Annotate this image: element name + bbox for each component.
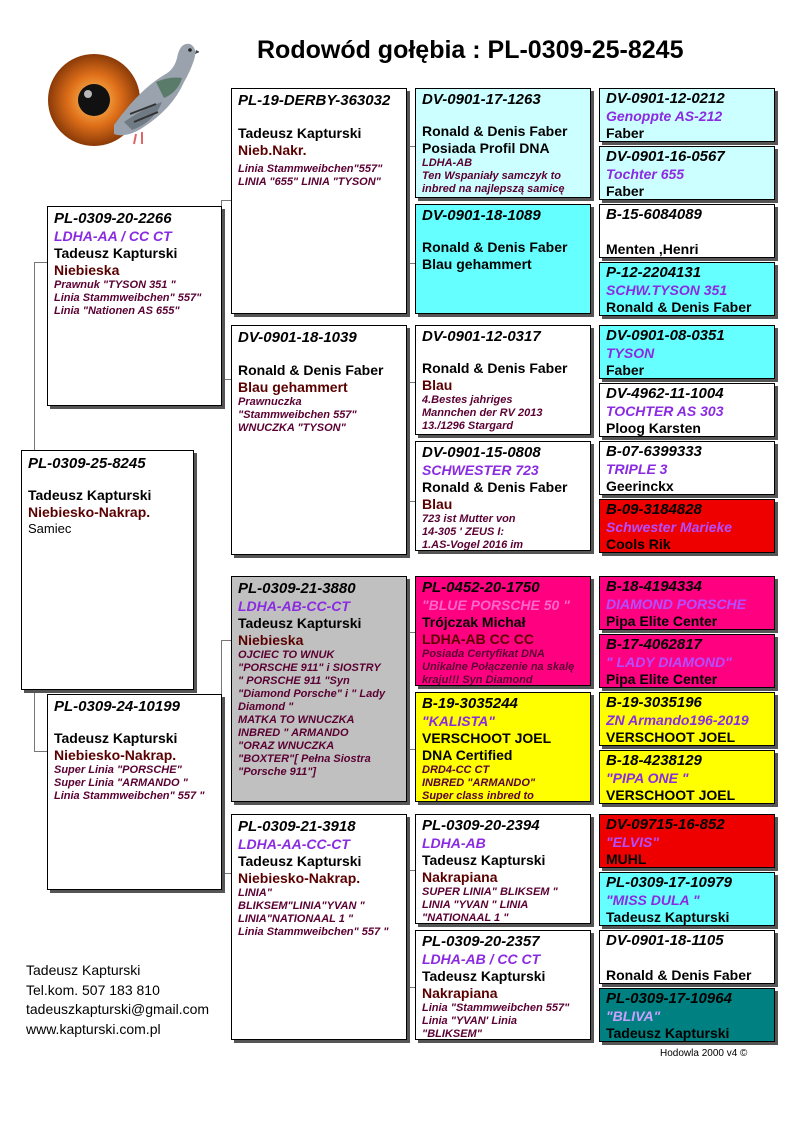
ring-number: PL-0309-21-3880 [238, 580, 356, 597]
great-great-grandparent-card[interactable] [599, 325, 775, 379]
bird-name: TYSON [606, 345, 655, 361]
ring-number: DV-0901-18-1089 [422, 207, 541, 224]
mother-ring: PL-0309-24-10199 [54, 698, 180, 715]
color: Nakrapiana [422, 869, 498, 885]
note: Linia "Stammweibchen 557" [422, 1002, 570, 1014]
contact-block [26, 961, 209, 1039]
great-grandparent-card[interactable] [415, 88, 591, 198]
note: Unikalne Połączenie na skalę [422, 661, 575, 673]
note: INBRED " ARMANDO [238, 727, 349, 739]
owner: Ronald & Denis Faber [422, 239, 568, 255]
owner: Cools Rik [606, 536, 671, 552]
color: Nakrapiana [422, 985, 498, 1001]
owner: Tadeusz Kapturski [422, 968, 546, 984]
note: Linia Stammweibchen"557" [238, 163, 383, 175]
bird-name: LDHA-AB / CC CT [422, 951, 541, 967]
great-great-grandparent-card[interactable] [599, 692, 775, 746]
grandsire-paternal-card[interactable] [231, 88, 407, 314]
bird-name: " LADY DIAMOND" [606, 654, 732, 670]
subject-owner: Tadeusz Kapturski [28, 487, 152, 503]
great-great-grandparent-card[interactable] [599, 499, 775, 553]
note: BLIKSEM"LINIA"YVAN " [238, 900, 365, 912]
note: "NATIONAAL 1 " [422, 912, 509, 924]
ring-number: DV-0901-16-0567 [606, 148, 725, 165]
bird-name: "BLIVA" [606, 1008, 661, 1024]
father-name: LDHA-AA / CC CT [54, 228, 172, 244]
subject-card[interactable] [21, 450, 194, 690]
great-great-grandparent-card[interactable] [599, 576, 775, 630]
father-color: Niebieska [54, 262, 120, 278]
mother-owner: Tadeusz Kapturski [54, 730, 178, 746]
phone-number: Tel.kom. 507 183 810 [26, 981, 160, 998]
ring-number: PL-0309-20-2357 [422, 933, 540, 950]
great-great-grandparent-card[interactable] [599, 930, 775, 984]
owner: VERSCHOOT JOEL [606, 787, 736, 803]
owner: Faber [606, 183, 645, 199]
ring-number: PL-0309-21-3918 [238, 818, 356, 835]
note: "BLIKSEM" [422, 1028, 482, 1040]
pigeon-logo [44, 30, 199, 158]
bird-name: SCHW.TYSON 351 [606, 282, 728, 298]
ring-number: B-07-6399333 [606, 443, 702, 460]
owner: Menten ,Henri [606, 241, 699, 257]
great-grandparent-card[interactable] [415, 441, 591, 551]
ring-number: DV-0901-17-1263 [422, 91, 541, 108]
color: Niebieska [238, 632, 304, 648]
note: "Porsche 911"] [238, 766, 317, 778]
note: Super class inbred to [422, 790, 534, 802]
bird-name: Genoppte AS-212 [606, 108, 723, 124]
color: Niebiesko-Nakrap. [238, 870, 361, 886]
owner: VERSCHOOT JOEL [606, 729, 736, 745]
subject-sex: Samiec [28, 521, 72, 536]
ring-number: DV-0901-12-0212 [606, 90, 725, 107]
ring-number: B-19-3035196 [606, 694, 702, 711]
page-title: Rodowód gołębia : PL-0309-25-8245 [257, 36, 684, 64]
father-note: Linia Stammweibchen" 557" [54, 292, 202, 304]
note: LINIA"NATIONAAL 1 " [238, 913, 354, 925]
owner: Ronald & Denis Faber [606, 299, 752, 315]
owner: Pipa Elite Center [606, 671, 718, 687]
note: Diamond " [238, 701, 294, 713]
note: " PORSCHE 911 "Syn [238, 675, 350, 687]
bird-name: TRIPLE 3 [606, 461, 668, 477]
mother-card[interactable] [47, 694, 222, 890]
note: "PORSCHE 911" i SIOSTRY [238, 662, 381, 674]
color: Blau gehammert [422, 256, 532, 272]
note: INBRED "ARMANDO" [422, 777, 536, 789]
great-grandparent-card[interactable] [415, 576, 591, 686]
note: Mannchen der RV 2013 [422, 407, 543, 419]
bird-name: LDHA-AB-CC-CT [238, 598, 350, 614]
ring-number: DV-4962-11-1004 [606, 385, 724, 402]
great-great-grandparent-card[interactable] [599, 146, 775, 200]
ring-number: B-19-3035244 [422, 695, 518, 712]
ring-number: B-17-4062817 [606, 636, 702, 653]
bird-name: Tochter 655 [606, 166, 685, 182]
website-link[interactable]: www.kapturski.com.pl [26, 1020, 161, 1037]
mother-note: Super Linia "PORSCHE" [54, 764, 182, 776]
great-great-grandparent-card[interactable] [599, 204, 775, 258]
ring-number: DV-09715-16-852 [606, 816, 725, 833]
owner: Tadeusz Kapturski [238, 125, 362, 141]
owner: Faber [606, 362, 645, 378]
ring-number: B-18-4238129 [606, 752, 702, 769]
bird-name: LDHA-AA-CC-CT [238, 836, 350, 852]
owner: Tadeusz Kapturski [606, 909, 730, 925]
color: Posiada Profil DNA [422, 140, 550, 156]
version-label: Hodowla 2000 v4 © [660, 1048, 748, 1059]
note: LINIA" [238, 887, 272, 899]
bird-name: "KALISTA" [422, 713, 495, 729]
color: DNA Certified [422, 747, 513, 763]
owner: Ronald & Denis Faber [422, 360, 568, 376]
subject-ring: PL-0309-25-8245 [28, 455, 146, 472]
great-great-grandparent-card[interactable] [599, 88, 775, 142]
great-great-grandparent-card[interactable] [599, 634, 775, 688]
great-great-grandparent-card[interactable] [599, 750, 775, 804]
owner: Tadeusz Kapturski [238, 853, 362, 869]
owner: Geerinckx [606, 478, 674, 494]
color: Nieb.Nakr. [238, 142, 307, 158]
owner: Ronald & Denis Faber [422, 123, 568, 139]
father-note: Linia "Nationen AS 655" [54, 305, 180, 317]
note: LDHA-AB [422, 157, 473, 169]
ring-number: PL-0309-20-2394 [422, 817, 540, 834]
great-grandparent-card[interactable] [415, 692, 591, 802]
father-owner: Tadeusz Kapturski [54, 245, 178, 261]
owner: Tadeusz Kapturski [422, 852, 546, 868]
note: DRD4-CC CT [422, 764, 490, 776]
ring-number: DV-0901-18-1039 [238, 329, 357, 346]
owner: MUHL [606, 851, 647, 867]
note: LINIA "YVAN " LINIA [422, 899, 529, 911]
bird-name [606, 950, 768, 967]
great-great-grandparent-card[interactable] [599, 814, 775, 868]
note: 4.Bestes jahriges [422, 394, 513, 406]
note: LINIA "655" LINIA "TYSON" [238, 176, 381, 188]
owner: Trójczak Michał [422, 614, 526, 630]
owner: Tadeusz Kapturski [606, 1025, 730, 1041]
email-link[interactable]: tadeuszkapturski@gmail.com [26, 1001, 210, 1017]
ring-number: PL-0452-20-1750 [422, 579, 540, 596]
bird-name: "MISS DULA " [606, 892, 700, 908]
great-grandparent-card[interactable] [415, 204, 591, 314]
bird-name [606, 224, 768, 241]
note: 14-305 ' ZEUS I: [422, 526, 505, 538]
ring-number: PL-0309-17-10964 [606, 990, 732, 1007]
note: "Diamond Porsche" i " Lady [238, 688, 386, 700]
great-grandparent-card[interactable] [415, 325, 591, 435]
father-ring: PL-0309-20-2266 [54, 210, 172, 227]
bird-name: "PIPA ONE " [606, 770, 689, 786]
bird-name: LDHA-AB [422, 835, 486, 851]
great-grandparent-card[interactable] [415, 930, 591, 1040]
subject-color: Niebiesko-Nakrap. [28, 504, 151, 520]
owner: Ronald & Denis Faber [238, 362, 384, 378]
father-note: Prawnuk "TYSON 351 " [54, 279, 176, 291]
note: "Stammweibchen 557" [238, 409, 357, 421]
owner: Ronald & Denis Faber [422, 479, 568, 495]
granddam-maternal-card[interactable] [231, 814, 407, 1040]
great-grandparent-card[interactable] [415, 814, 591, 924]
granddam-paternal-card[interactable] [231, 325, 407, 555]
note: 723 ist Mutter von [422, 513, 516, 525]
mother-color: Niebiesko-Nakrap. [54, 747, 177, 763]
father-card[interactable] [47, 206, 222, 406]
ring-number: DV-0901-08-0351 [606, 327, 725, 344]
note: "ORAZ WNUCZKA [238, 740, 335, 752]
color: Blau [422, 496, 453, 512]
color: LDHA-AB CC CC [422, 631, 534, 647]
grandsire-maternal-card[interactable] [231, 576, 407, 802]
note: Posiada Certyfikat DNA [422, 648, 545, 660]
note: OJCIEC TO WNUK [238, 649, 335, 661]
owner: VERSCHOOT JOEL [422, 730, 552, 746]
owner: Pipa Elite Center [606, 613, 718, 629]
note: WNUCZKA "TYSON" [238, 422, 346, 434]
note: Linia Stammweibchen" 557 " [238, 926, 389, 938]
ring-number: DV-0901-18-1105 [606, 932, 724, 949]
ring-number: PL-19-DERBY-363032 [238, 92, 391, 109]
owner: Tadeusz Kapturski [238, 615, 362, 631]
note: Linia "YVAN' Linia [422, 1015, 518, 1027]
owner: Ronald & Denis Faber [606, 967, 752, 983]
note: SUPER LINIA" BLIKSEM " [422, 886, 558, 898]
note: 13./1296 Stargard [422, 420, 514, 432]
note: "BOXTER"[ Pełna Siostra [238, 753, 371, 765]
ring-number: PL-0309-17-10979 [606, 874, 732, 891]
great-great-grandparent-card[interactable] [599, 441, 775, 495]
bird-name: DIAMOND PORSCHE [606, 596, 747, 612]
ring-number: B-18-4194334 [606, 578, 702, 595]
bird-name: Schwester Marieke [606, 519, 733, 535]
color: Blau gehammert [238, 379, 348, 395]
owner: Faber [606, 125, 645, 141]
bird-name: TOCHTER AS 303 [606, 403, 724, 419]
breeder-name: Tadeusz Kapturski [26, 962, 141, 978]
bird-name: ZN Armando196-2019 [606, 712, 749, 728]
note: 1.AS-Vogel 2016 im [422, 539, 524, 551]
great-great-grandparent-card[interactable] [599, 262, 775, 316]
mother-note: Linia Stammweibchen" 557 " [54, 790, 205, 802]
owner: Ploog Karsten [606, 420, 701, 436]
note: kraju!!! Syn Diamond [422, 674, 533, 686]
ring-number: DV-0901-12-0317 [422, 328, 541, 345]
bird-name: SCHWESTER 723 [422, 462, 539, 478]
great-great-grandparent-card[interactable] [599, 988, 775, 1042]
color: Blau [422, 377, 453, 393]
great-great-grandparent-card[interactable] [599, 872, 775, 926]
note: inbred na najlepszą samicę [422, 183, 565, 195]
bird-name: "BLUE PORSCHE 50 " [422, 597, 570, 613]
great-great-grandparent-card[interactable] [599, 383, 775, 437]
ring-number: DV-0901-15-0808 [422, 444, 541, 461]
ring-number: B-15-6084089 [606, 206, 702, 223]
note: Ten Wspaniały samczyk to [422, 170, 561, 182]
ring-number: B-09-3184828 [606, 501, 702, 518]
note: MATKA TO WNUCZKA [238, 714, 355, 726]
bird-name: "ELVIS" [606, 834, 659, 850]
note: Prawnuczka [238, 396, 302, 408]
ring-number: P-12-2204131 [606, 264, 702, 281]
mother-note: Super Linia "ARMANDO " [54, 777, 188, 789]
